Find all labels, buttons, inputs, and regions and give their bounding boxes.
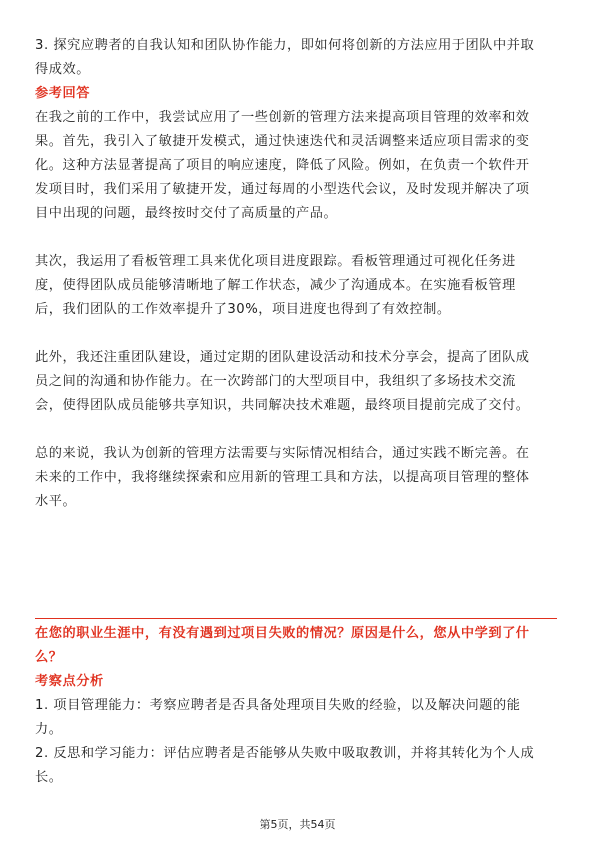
paragraph-line: 度，使得团队成员能够清晰地了解工作状态，减少了沟通成本。在实施看板管理 (35, 278, 516, 293)
analysis-item-2 (35, 742, 557, 790)
paragraph-gap (35, 226, 557, 250)
analysis-heading: 考察点分析 (35, 674, 104, 689)
top-item-line-1: 3. 探究应聘者的自我认知和团队协作能力，即如何将创新的方法应用于团队中并取 (35, 38, 535, 53)
paragraph-line: 总的来说，我认为创新的管理方法需要与实际情况相结合，通过实践不断完善。在 (35, 446, 530, 461)
paragraph-line: 未来的工作中，我将继续探索和应用新的管理工具和方法，以提高项目管理的整体 (35, 470, 530, 485)
page-content (35, 34, 557, 514)
answer-heading: 参考回答 (35, 86, 90, 101)
analysis-line: 2. 反思和学习能力：评估应聘者是否能够从失败中吸取教训，并将其转化为个人成 (35, 746, 535, 761)
paragraph-line: 发项目时，我们采用了敏捷开发，通过每周的小型迭代会议，及时发现并解决了项 (35, 182, 530, 197)
paragraph-line: 后，我们团队的工作效率提升了30%，项目进度也得到了有效控制。 (35, 302, 451, 317)
answer-paragraph-3 (35, 346, 557, 418)
question-line-2: 么？ (35, 650, 63, 665)
paragraph-line: 其次，我运用了看板管理工具来优化项目进度跟踪。看板管理通过可视化任务进 (35, 254, 516, 269)
top-list-item (35, 34, 557, 82)
paragraph-line: 水平。 (35, 494, 77, 509)
section-divider (35, 618, 557, 619)
analysis-line: 力。 (35, 722, 63, 737)
question-line-1: 在您的职业生涯中，有没有遇到过项目失败的情况？原因是什么，您从中学到了什 (35, 626, 530, 641)
answer-paragraph-2 (35, 250, 557, 322)
analysis-line: 1. 项目管理能力：考察应聘者是否具备处理项目失败的经验，以及解决问题的能 (35, 698, 521, 713)
answer-paragraph-1 (35, 106, 557, 226)
paragraph-gap (35, 322, 557, 346)
paragraph-gap (35, 418, 557, 442)
top-item-line-2: 得成效。 (35, 62, 90, 77)
paragraph-line: 果。首先，我引入了敏捷开发模式，通过快速迭代和灵活调整来适应项目需求的变 (35, 134, 530, 149)
paragraph-line: 在我之前的工作中，我尝试应用了一些创新的管理方法来提高项目管理的效率和效 (35, 110, 530, 125)
paragraph-line: 目中出现的问题，最终按时交付了高质量的产品。 (35, 206, 338, 221)
paragraph-line: 员之间的沟通和协作能力。在一次跨部门的大型项目中，我组织了多场技术交流 (35, 374, 516, 389)
paragraph-line: 化。这种方法显著提高了项目的响应速度，降低了风险。例如，在负责一个软件开 (35, 158, 530, 173)
question-section (35, 622, 557, 790)
paragraph-line: 此外，我还注重团队建设，通过定期的团队建设活动和技术分享会，提高了团队成 (35, 350, 530, 365)
analysis-item-1 (35, 694, 557, 742)
analysis-line: 长。 (35, 770, 63, 785)
paragraph-line: 会，使得团队成员能够共享知识，共同解决技术难题，最终项目提前完成了交付。 (35, 398, 530, 413)
answer-paragraph-4 (35, 442, 557, 514)
page-footer: 第5页，共54页 (259, 818, 336, 831)
